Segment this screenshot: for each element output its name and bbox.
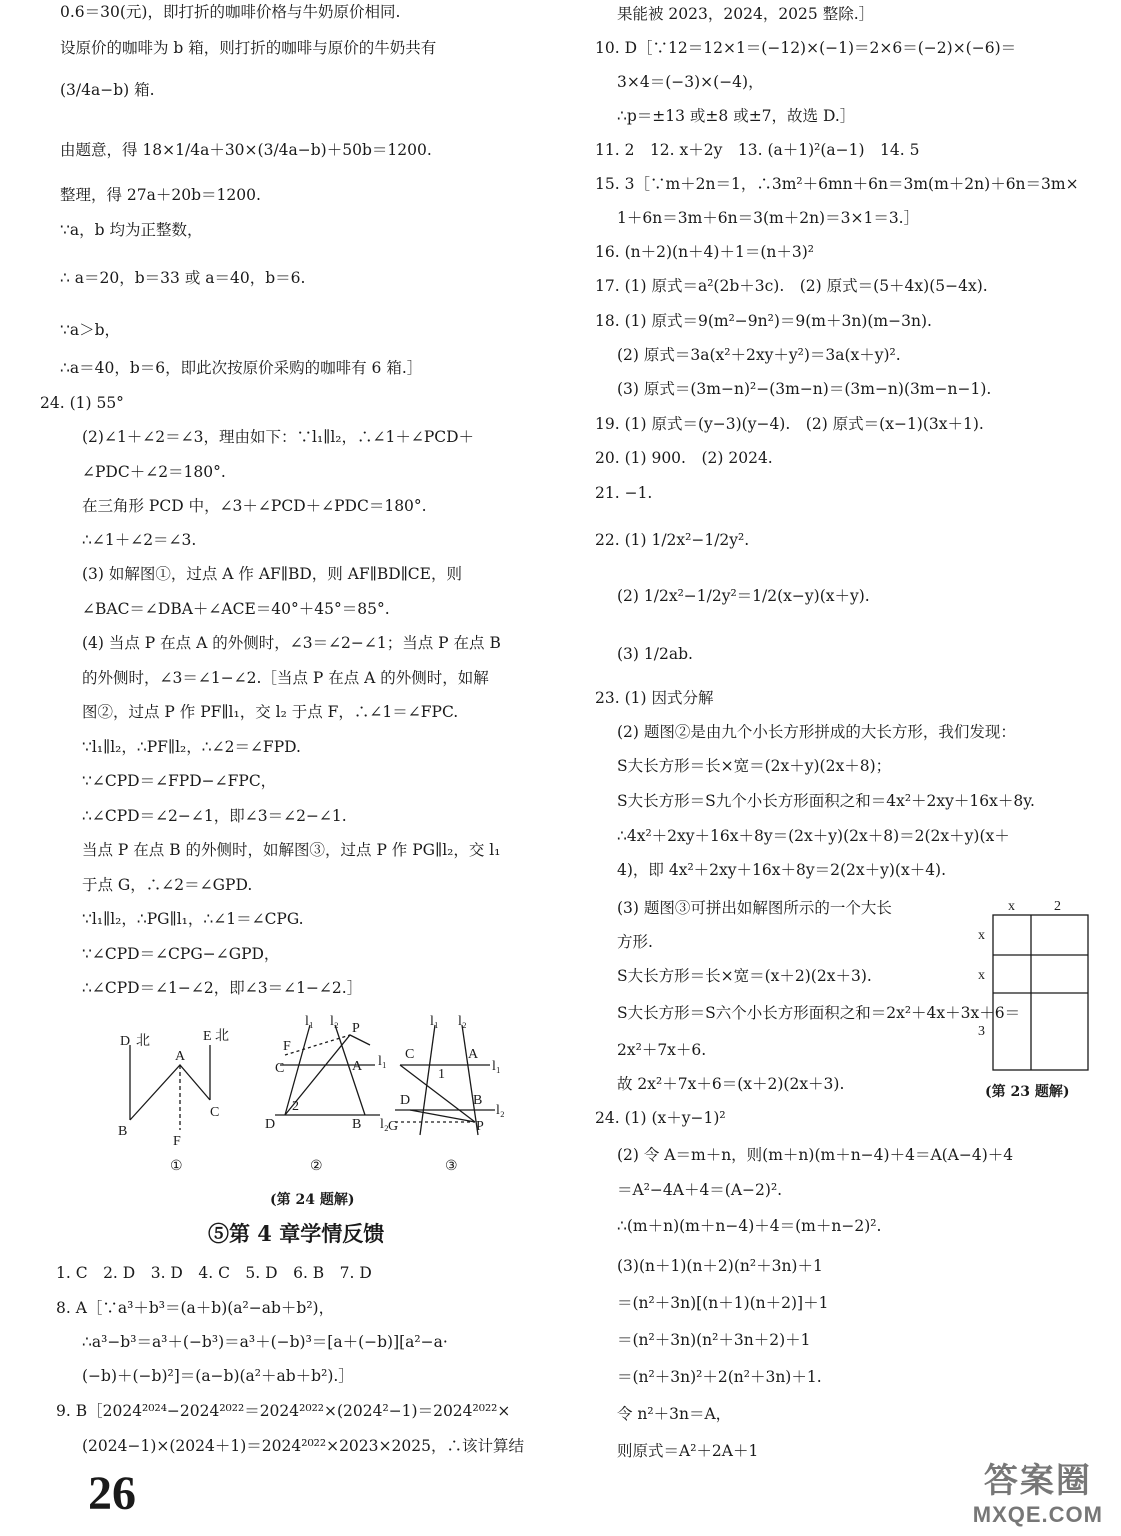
fig2-label-l2-top: l₂	[330, 1014, 339, 1029]
fig2-label-A: A	[352, 1059, 363, 1074]
text-line: 2x²＋7x＋6.	[617, 1041, 707, 1059]
grid-side-label-x2: x	[978, 968, 985, 983]
text-line: 则原式＝A²＋2A＋1	[617, 1442, 759, 1460]
fig2-sublabel: ②	[310, 1159, 323, 1174]
section-title: ⑤第 4 章学情反馈	[208, 1221, 385, 1246]
text-line: 19. (1) 原式＝(y−3)(y−4). (2) 原式＝(x−1)(3x＋1).	[595, 415, 984, 433]
text-line: 16. (n＋2)(n＋4)＋1＝(n＋3)²	[595, 243, 814, 261]
problem-24-figure	[100, 1010, 520, 1190]
text-line: ∵a＞b，	[60, 321, 121, 339]
text-line: 于点 G，∴∠2＝∠GPD.	[82, 876, 253, 894]
fig1-label-D: D	[120, 1034, 131, 1049]
text-line: ∵∠CPD＝∠FPD−∠FPC，	[82, 772, 277, 790]
text-line: (3/4a−b) 箱.	[60, 81, 155, 99]
text-line: (2)∠1＋∠2＝∠3，理由如下：∵l₁∥l₂，∴∠1＋∠PCD＋	[82, 428, 475, 446]
text-line: 设原价的咖啡为 b 箱，则打折的咖啡与原价的牛奶共有	[60, 39, 437, 57]
fig3-label-P: P	[476, 1119, 484, 1134]
text-line: 20. (1) 900. (2) 2024.	[595, 449, 773, 467]
answer-line: ∴a³−b³＝a³＋(−b³)＝a³＋(−b)³＝[a＋(−b)][a²−a·	[82, 1333, 448, 1351]
text-line: ∴a＝40，b＝6，即此次按原价采购的咖啡有 6 箱.］	[60, 359, 423, 377]
fig2-label-P: P	[352, 1021, 360, 1036]
fig3-label-A: A	[468, 1047, 479, 1062]
text-line: 4)，即 4x²＋2xy＋16x＋8y＝2(2x＋y)(x＋4).	[617, 861, 947, 879]
grid-side-label-3: 3	[978, 1024, 985, 1039]
fig2-label-l1-top: l₁	[305, 1014, 314, 1029]
grid-side-label-x1: x	[978, 928, 985, 943]
text-line: ＝(n²＋3n)(n²＋3n＋2)＋1	[617, 1331, 811, 1349]
text-line: 图②，过点 P 作 PF∥l₁，交 l₂ 于点 F，∴∠1＝∠FPC.	[82, 703, 459, 721]
fig1-label-E: E	[203, 1029, 212, 1044]
text-line: ∴(m＋n)(m＋n−4)＋4＝(m＋n−2)².	[617, 1217, 882, 1235]
text-line: ∴∠1＋∠2＝∠3.	[82, 531, 197, 549]
figure-2	[265, 1014, 389, 1174]
fig2-label-2: 2	[292, 1099, 299, 1114]
text-line: 21. −1.	[595, 484, 653, 502]
text-line: 24. (1) (x＋y−1)²	[595, 1109, 726, 1127]
text-line: ∴4x²＋2xy＋16x＋8y＝(2x＋y)(2x＋8)＝2(2x＋y)(x＋	[617, 827, 1010, 845]
text-line: ＝(n²＋3n)[(n＋1)(n＋2)]＋1	[617, 1294, 829, 1312]
text-line: S大长方形＝长×宽＝(2x＋y)(2x＋8)；	[617, 757, 892, 775]
fig2-label-D: D	[265, 1117, 276, 1132]
text-line: ∠BAC＝∠DBA＋∠ACE＝40°＋45°＝85°.	[82, 600, 390, 618]
grid-top-label-2: 2	[1054, 899, 1061, 914]
text-line: (2) 令 A＝m＋n，则(m＋n)(m＋n−4)＋4＝A(A−4)＋4	[617, 1146, 1014, 1164]
text-line: 17. (1) 原式＝a²(2b＋3c). (2) 原式＝(5＋4x)(5−4x).	[595, 277, 988, 295]
fig3-label-B: B	[473, 1093, 483, 1108]
text-line: 1＋6n＝3m＋6n＝3(m＋2n)＝3×1＝3.］	[617, 209, 920, 227]
figure-caption-23: (第 23 题解)	[985, 1084, 1070, 1100]
text-line: ∵∠CPD＝∠CPG−∠GPD，	[82, 945, 280, 963]
figure-3	[388, 1014, 505, 1174]
page-number: 26	[88, 1467, 136, 1520]
fig3-label-G: G	[388, 1119, 399, 1134]
text-line: (2) 原式＝3a(x²＋2xy＋y²)＝3a(x＋y)².	[617, 346, 901, 364]
fig3-label-C: C	[405, 1047, 415, 1062]
text-line: (3) 题图③可拼出如解图所示的一个大长	[617, 899, 892, 917]
text-line: ∴ a＝20，b＝33 或 a＝40，b＝6.	[60, 269, 306, 287]
text-line: (3) 1/2ab.	[617, 645, 693, 663]
text-line: 18. (1) 原式＝9(m²−9n²)＝9(m＋3n)(m−3n).	[595, 312, 932, 330]
fig3-label-1: 1	[438, 1067, 445, 1082]
text-line: ∴∠CPD＝∠1−∠2，即∠3＝∠1−∠2.］	[82, 979, 363, 997]
grid-top-label-x: x	[1008, 899, 1015, 914]
watermark-mark: 答案圈	[983, 1462, 1092, 1500]
answer-line: 9. B［2024²⁰²⁴−2024²⁰²²＝2024²⁰²²×(2024²−1)＝2024²⁰²²×	[56, 1402, 511, 1420]
watermark	[973, 1453, 1103, 1528]
fig1-label-F: F	[173, 1134, 181, 1149]
watermark-url: MXQE.COM	[972, 1502, 1103, 1527]
fig3-label-D: D	[400, 1093, 411, 1108]
text-line: 11. 2 12. x＋2y 13. (a＋1)²(a−1) 14. 5	[595, 141, 920, 159]
problem-24-heading: 24. (1) 55°	[40, 394, 124, 412]
answer-line: 1. C 2. D 3. D 4. C 5. D 6. B 7. D	[56, 1264, 372, 1282]
text-line: ∵l₁∥l₂，∴PG∥l₁，∴∠1＝∠CPG.	[82, 910, 304, 928]
text-line: S大长方形＝S九个小长方形面积之和＝4x²＋2xy＋16x＋8y.	[617, 792, 1035, 810]
text-line: S大长方形＝S六个小长方形面积之和＝2x²＋4x＋3x＋6＝	[617, 1004, 1021, 1022]
answer-line: 8. A［∵a³＋b³＝(a＋b)(a²−ab＋b²)，	[56, 1299, 335, 1317]
fig2-label-B: B	[352, 1117, 362, 1132]
fig1-label-north-right: 北	[215, 1029, 229, 1044]
text-line: 的外侧时，∠3＝∠1−∠2.［当点 P 在点 A 的外侧时，如解	[82, 669, 489, 687]
fig1-label-A: A	[175, 1049, 186, 1064]
fig3-label-l1-top: l₁	[430, 1014, 439, 1029]
fig3-label-l2-top: l₂	[458, 1014, 467, 1029]
fig3-label-l1-right: l₁	[492, 1059, 501, 1074]
text-line: ＝(n²＋3n)²＋2(n²＋3n)＋1.	[617, 1368, 822, 1386]
text-line: (2) 1/2x²−1/2y²＝1/2(x−y)(x＋y).	[617, 587, 870, 605]
text-line: 0.6＝30(元)，即打折的咖啡价格与牛奶原价相同.	[60, 3, 401, 21]
problem-23-grid-figure	[968, 895, 1098, 1075]
text-line: 果能被 2023，2024，2025 整除.］	[617, 5, 875, 23]
text-line: 令 n²＋3n＝A，	[617, 1405, 732, 1423]
figure-1	[118, 1028, 229, 1174]
text-line: ∴∠CPD＝∠2−∠1，即∠3＝∠2−∠1.	[82, 807, 347, 825]
text-line: 由题意，得 18×1/4a＋30×(3/4a−b)＋50b＝1200.	[60, 141, 432, 159]
text-line: 15. 3［∵m＋2n＝1，∴3m²＋6mn＋6n＝3m(m＋2n)＋6n＝3m×	[595, 175, 1079, 193]
fig3-label-l2-right: l₂	[496, 1103, 505, 1118]
text-line: (2) 题图②是由九个小长方形拼成的大长方形，我们发现：	[617, 723, 1016, 741]
answer-line: (−b)＋(−b)²]＝(a−b)(a²＋ab＋b²).］	[82, 1367, 354, 1385]
fig1-label-north-left: 北	[136, 1034, 150, 1049]
fig2-label-C: C	[275, 1061, 285, 1076]
text-line: S大长方形＝长×宽＝(x＋2)(2x＋3).	[617, 967, 872, 985]
text-line: 3×4＝(−3)×(−4)，	[617, 73, 764, 91]
text-line: 整理，得 27a＋20b＝1200.	[60, 186, 261, 204]
text-line: (3)(n＋1)(n＋2)(n²＋3n)＋1	[617, 1257, 823, 1275]
text-line: ∠PDC＋∠2＝180°.	[82, 463, 226, 481]
text-line: (3) 如解图①，过点 A 作 AF∥BD，则 AF∥BD∥CE，则	[82, 565, 462, 583]
text-line: ＝A²−4A＋4＝(A−2)².	[617, 1181, 783, 1199]
text-line: ∵a，b 均为正整数，	[60, 221, 203, 239]
text-line: 在三角形 PCD 中，∠3＋∠PCD＋∠PDC＝180°.	[82, 497, 427, 515]
fig2-label-l2-right: l₂	[380, 1117, 389, 1132]
fig2-label-l1-right: l₁	[378, 1054, 387, 1069]
text-line: 10. D［∵12＝12×1＝(−12)×(−1)＝2×6＝(−2)×(−6)＝	[595, 39, 1017, 57]
text-line: 方形.	[617, 933, 653, 951]
fig3-sublabel: ③	[445, 1159, 458, 1174]
text-line: 故 2x²＋7x＋6＝(x＋2)(2x＋3).	[617, 1075, 845, 1093]
text-line: 当点 P 在点 B 的外侧时，如解图③，过点 P 作 PG∥l₂，交 l₁	[82, 841, 501, 859]
fig2-label-F: F	[283, 1039, 291, 1054]
text-line: ∵l₁∥l₂，∴PF∥l₂，∴∠2＝∠FPD.	[82, 738, 301, 756]
fig1-sublabel: ①	[170, 1159, 183, 1174]
text-line: 22. (1) 1/2x²−1/2y².	[595, 531, 750, 549]
text-line: (4) 当点 P 在点 A 的外侧时，∠3＝∠2−∠1；当点 P 在点 B	[82, 634, 501, 652]
fig1-label-C: C	[210, 1105, 220, 1120]
answer-line: (2024−1)×(2024＋1)＝2024²⁰²²×2023×2025，∴该计算结	[82, 1437, 524, 1455]
text-line: (3) 原式＝(3m−n)²−(3m−n)＝(3m−n)(3m−n−1).	[617, 380, 992, 398]
text-line: ∴p＝±13 或±8 或±7，故选 D.］	[617, 107, 856, 125]
fig1-label-B: B	[118, 1124, 128, 1139]
figure-caption-24: (第 24 题解)	[270, 1192, 355, 1208]
text-line: 23. (1) 因式分解	[595, 689, 714, 707]
